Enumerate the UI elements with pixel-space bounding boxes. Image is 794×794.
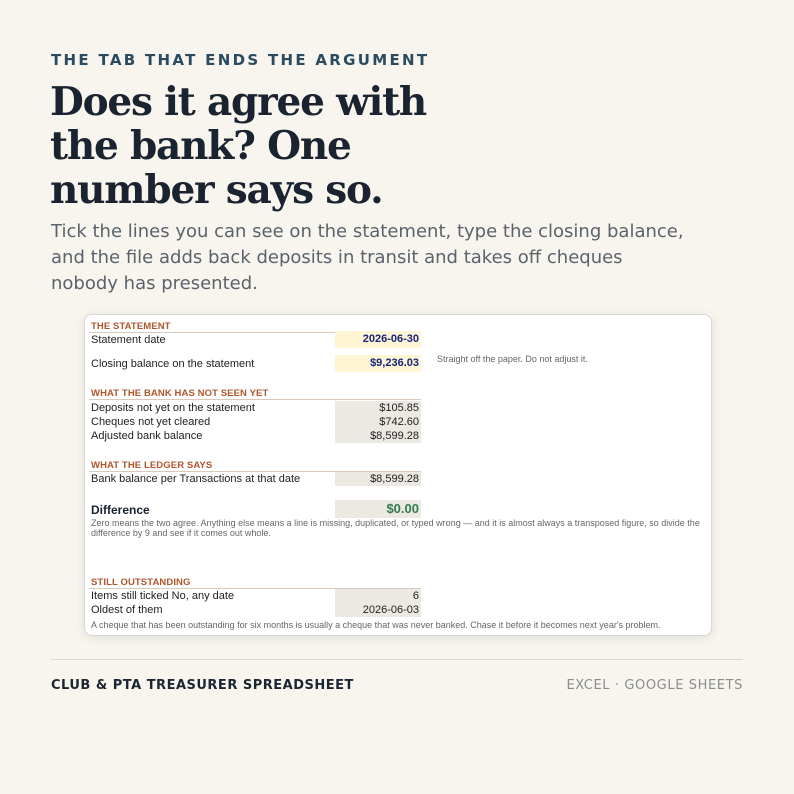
platforms-label: EXCEL · GOOGLE SHEETS bbox=[566, 678, 743, 693]
deposits-in-transit-label: Deposits not yet on the statement bbox=[91, 402, 255, 414]
outstanding-items-label: Items still ticked No, any date bbox=[91, 590, 235, 602]
product-name: CLUB & PTA TREASURER SPREADSHEET bbox=[51, 678, 354, 693]
section-header-statement: THE STATEMENT bbox=[91, 321, 171, 332]
deposits-in-transit-value: $105.85 bbox=[335, 401, 421, 415]
outstanding-items-value: 6 bbox=[335, 589, 421, 603]
difference-value: $0.00 bbox=[335, 500, 421, 518]
closing-balance-label: Closing balance on the statement bbox=[91, 358, 255, 370]
ledger-balance-value: $8,599.28 bbox=[335, 472, 421, 486]
headline: Does it agree with the bank? One number says so. bbox=[50, 79, 427, 213]
difference-label: Difference bbox=[91, 503, 150, 517]
section-header-ledger: WHAT THE LEDGER SAYS bbox=[91, 460, 213, 471]
footer-divider bbox=[51, 659, 743, 660]
adjusted-balance-value: $8,599.28 bbox=[335, 429, 421, 443]
oldest-item-value: 2026-06-03 bbox=[335, 603, 421, 617]
closing-balance-note: Straight off the paper. Do not adjust it. bbox=[437, 354, 588, 364]
lede-paragraph: Tick the lines you can see on the statement, type the closing balance, and the file adds back deposits in transit and takes off cheques nobody has presented. bbox=[51, 221, 684, 294]
uncleared-cheques-value: $742.60 bbox=[335, 415, 421, 429]
outstanding-note: A cheque that has been outstanding for six months is usually a cheque that was never banked. Chase it before it becomes next year's problem. bbox=[91, 620, 661, 630]
section-header-outstanding: STILL OUTSTANDING bbox=[91, 577, 191, 588]
difference-note: Zero means the two agree. Anything else means a line is missing, duplicated, or typed wrong — and it is almost always a transposed figure, so divide the difference by 9 and see if it comes out whole. bbox=[91, 518, 700, 538]
uncleared-cheques-label: Cheques not yet cleared bbox=[91, 416, 211, 428]
section-rule bbox=[89, 399, 421, 400]
ledger-balance-label: Bank balance per Transactions at that date bbox=[91, 473, 301, 485]
statement-date-label: Statement date bbox=[91, 334, 166, 346]
reconciliation-sheet bbox=[84, 314, 712, 636]
eyebrow: THE TAB THAT ENDS THE ARGUMENT bbox=[51, 51, 430, 69]
oldest-item-label: Oldest of them bbox=[91, 604, 163, 616]
closing-balance-input[interactable]: $9,236.03 bbox=[335, 355, 421, 372]
adjusted-balance-label: Adjusted bank balance bbox=[91, 430, 203, 442]
statement-date-input[interactable]: 2026-06-30 bbox=[335, 331, 421, 348]
section-header-bank-unseen: WHAT THE BANK HAS NOT SEEN YET bbox=[91, 388, 269, 399]
